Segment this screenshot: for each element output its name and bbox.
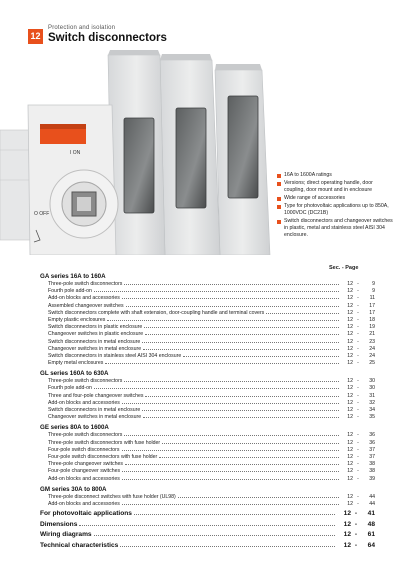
toc-entry-label: Dimensions (40, 520, 78, 528)
toc-row-label: Fourth pole add-on (48, 288, 92, 295)
toc-row-label: Four-pole switch disconnectors (48, 446, 120, 453)
toc-row[interactable] (40, 331, 375, 338)
toc-row[interactable] (40, 414, 375, 421)
dash-separator: - (354, 520, 358, 528)
dot-leader (145, 396, 339, 397)
toc-row[interactable] (40, 295, 375, 302)
toc-row-label: Switch disconnectors complete with shaft extension, door-coupling handle and terminal covers (48, 309, 265, 316)
toc-row[interactable] (40, 360, 375, 367)
toc-row[interactable] (40, 476, 375, 483)
dot-leader (266, 313, 339, 314)
toc-main-entry[interactable] (40, 530, 375, 541)
toc-row[interactable] (40, 501, 375, 508)
toc-row[interactable] (40, 310, 375, 317)
toc-row-page: 11 (369, 295, 375, 302)
toc-row[interactable] (40, 407, 375, 414)
toc-row[interactable] (40, 468, 375, 475)
toc-row-label: Changeover switches in plastic enclosure (48, 331, 144, 338)
toc-row-section: 12 (347, 446, 353, 453)
page-title: Switch disconnectors (48, 32, 167, 44)
toc-row-label: Add-on blocks and accessories (48, 500, 120, 507)
toc-entry-section: 12 (343, 510, 351, 517)
toc-row[interactable] (40, 353, 375, 360)
feature-item: Wide range of accessories (277, 195, 395, 202)
dash-separator: - (354, 541, 358, 549)
dash-separator: - (357, 352, 359, 359)
toc-row-label: Three-pole switch disconnectors (48, 432, 123, 439)
dash-separator: - (357, 316, 359, 323)
toc-row-section: 12 (347, 378, 353, 385)
dot-leader (107, 320, 339, 321)
toc-row-label: Changeover switches in metal enclosure (48, 414, 142, 421)
toc-main-entry[interactable] (40, 509, 375, 520)
section-number-badge: 12 (28, 29, 43, 44)
dot-leader (162, 443, 339, 444)
toc-row[interactable] (40, 303, 375, 310)
dot-leader (79, 525, 335, 526)
dot-leader (105, 363, 339, 364)
toc-row-section: 12 (347, 453, 353, 460)
toc-row[interactable] (40, 461, 375, 468)
toc-row-section: 12 (347, 331, 353, 338)
toc-row[interactable] (40, 346, 375, 353)
dot-leader (142, 410, 339, 411)
toc-section-title: GE series 80A to 1600A (40, 424, 109, 432)
dot-leader (124, 435, 339, 436)
dash-separator: - (357, 475, 359, 482)
page-column-label: Page (345, 265, 359, 271)
dot-leader (125, 464, 339, 465)
dash-separator: - (357, 407, 359, 413)
toc-row-label: Three-pole switch disconnectors (48, 281, 123, 287)
toc-row-page: 38 (369, 461, 375, 468)
dash-separator: - (357, 378, 359, 385)
toc-row-page: 19 (369, 324, 375, 331)
dash-separator: - (357, 432, 359, 439)
toc-row-page: 30 (369, 385, 375, 392)
toc-row-section: 12 (347, 324, 353, 331)
dash-separator: - (357, 453, 359, 460)
dot-leader (124, 381, 339, 382)
toc-row-label: Empty plastic enclosures (48, 316, 106, 323)
toc-row-label: Three-pole disconnect switches with fuse holder (UL98) (48, 493, 176, 500)
dot-leader (144, 327, 339, 328)
toc-row-label: Three and four-pole changeover switches (48, 392, 144, 399)
toc-row-page: 37 (369, 446, 375, 453)
toc-row[interactable] (40, 454, 375, 461)
toc-row-section: 12 (347, 345, 353, 352)
contact-window-2 (176, 108, 206, 208)
toc-row-page: 36 (369, 432, 375, 439)
toc-row-label: Empty metal enclosures (48, 360, 104, 367)
toc-row-page: 32 (369, 399, 375, 406)
toc-row-page: 35 (369, 414, 375, 421)
toc-row-section: 12 (347, 281, 353, 287)
toc-row-section: 12 (347, 439, 353, 446)
feature-item: 16A to 1600A ratings (277, 172, 395, 179)
toc-row-page: 24 (369, 345, 375, 352)
toc-row-label: Four-pole switch disconnectors with fuse holder (48, 453, 158, 460)
dot-leader (94, 388, 339, 389)
dot-leader (94, 535, 335, 536)
sec-column-label: Sec. (329, 265, 341, 271)
contact-window-3 (228, 96, 258, 198)
toc-row[interactable] (40, 447, 375, 454)
handle-lever (40, 128, 86, 144)
dot-leader (134, 514, 335, 515)
dash-separator: - (357, 302, 359, 309)
dot-leader (126, 306, 339, 307)
on-label: I ON (70, 150, 81, 156)
toc-row-label: Changeover switches in metal enclosure (48, 345, 142, 352)
toc-row-page: 39 (369, 475, 375, 482)
toc-row-page: 23 (369, 338, 375, 345)
toc-row-page: 31 (369, 392, 375, 399)
toc-entry-label: For photovoltaic applications (40, 510, 132, 517)
toc-row-section: 12 (347, 500, 353, 507)
toc-row[interactable] (40, 393, 375, 400)
toc-row-page: 34 (369, 407, 375, 413)
toc-row-label: Assembled changeover switches (48, 302, 124, 309)
toc-entry-page: 64 (367, 541, 375, 549)
dot-leader (122, 298, 339, 299)
toc-row[interactable] (40, 324, 375, 331)
toc-row-page: 44 (369, 493, 375, 500)
feature-item: Type for photovoltaic applications up to 850A, 1000VDC (DC21B) (277, 203, 395, 217)
dash-separator: - (354, 510, 358, 517)
dot-leader (124, 284, 339, 285)
toc-row-section: 12 (347, 302, 353, 309)
dash-separator: - (357, 392, 359, 399)
dot-leader (122, 504, 339, 505)
dash-separator: - (354, 531, 358, 538)
toc-row-label: Three-pole switch disconnectors (48, 378, 123, 385)
toc-row-label: Switch disconnectors in metal enclosure (48, 407, 141, 413)
toc-entry-section: 12 (343, 541, 351, 549)
dash-separator: - (357, 288, 359, 295)
toc-row[interactable] (40, 494, 375, 501)
dash-separator: - (357, 493, 359, 500)
feature-item: Switch disconnectors and changeover switches in plastic, metal and stainless steel AISI 304 enclosure. (277, 218, 395, 239)
contact-window-1 (124, 118, 154, 213)
toc-row-section: 12 (347, 360, 353, 367)
toc-row-section: 12 (347, 414, 353, 421)
toc-row-section: 12 (347, 295, 353, 302)
toc-row-label: Switch disconnectors in stainless steel AISI 304 enclosure (48, 352, 182, 359)
dash-separator: - (357, 399, 359, 406)
off-label: O OFF (34, 211, 50, 217)
toc-row[interactable] (40, 281, 375, 288)
toc-row-section: 12 (347, 338, 353, 345)
toc-row-label: Add-on blocks and accessories (48, 475, 120, 482)
toc-row[interactable] (40, 317, 375, 324)
toc-row[interactable] (40, 440, 375, 447)
toc-row-page: 17 (369, 302, 375, 309)
toc-row-section: 12 (347, 432, 353, 439)
toc-row-label: Three-pole switch disconnectors with fuse holder (48, 439, 161, 446)
toc-main-entry[interactable] (40, 541, 375, 552)
toc-row-page: 17 (369, 309, 375, 316)
toc-row-section: 12 (347, 385, 353, 392)
dot-leader (159, 457, 339, 458)
toc-entry-page: 48 (367, 520, 375, 528)
dash-separator: - (357, 468, 359, 475)
toc-entry-section: 12 (343, 531, 351, 538)
toc-row-page: 24 (369, 352, 375, 359)
dot-leader (178, 497, 339, 498)
toc-row-label: Three-pole changeover switches (48, 461, 123, 468)
toc-row-section: 12 (347, 461, 353, 468)
toc-row-section: 12 (347, 352, 353, 359)
dash-separator: - (357, 324, 359, 331)
toc-row-section: 12 (347, 316, 353, 323)
toc-entry-label: Wiring diagrams (40, 531, 92, 538)
dash-separator: - (357, 446, 359, 453)
dot-leader (94, 291, 339, 292)
dot-leader (120, 546, 335, 547)
dash-separator: - (341, 265, 344, 271)
toc-row-label: Switch disconnectors in metal enclosure (48, 338, 141, 345)
toc-row-section: 12 (347, 399, 353, 406)
dot-leader (183, 356, 339, 357)
dash-separator: - (357, 309, 359, 316)
dash-separator: - (357, 414, 359, 421)
product-photo (0, 50, 300, 255)
toc-row[interactable] (40, 339, 375, 346)
toc-row-page: 21 (369, 331, 375, 338)
toc-row[interactable] (40, 378, 375, 385)
section-supertitle: Protection and isolation (48, 25, 116, 31)
toc-row-page: 25 (369, 360, 375, 367)
toc-row-label: Fourth pole add-on (48, 385, 92, 392)
dot-leader (143, 417, 339, 418)
table-of-contents (40, 270, 375, 508)
dot-leader (142, 342, 339, 343)
feature-list (277, 172, 395, 240)
toc-row[interactable] (40, 385, 375, 392)
toc-row-section: 12 (347, 392, 353, 399)
dash-separator: - (357, 338, 359, 345)
dot-leader (145, 334, 339, 335)
dash-separator: - (357, 281, 359, 287)
toc-section-title: GL series 160A to 630A (40, 370, 109, 378)
toc-row-label: Switch disconnectors in plastic enclosure (48, 324, 143, 331)
dash-separator: - (357, 331, 359, 338)
toc-row-section: 12 (347, 493, 353, 500)
dot-leader (122, 403, 339, 404)
toc-row-page: 44 (369, 500, 375, 507)
toc-row-section: 12 (347, 288, 353, 295)
dash-separator: - (357, 439, 359, 446)
toc-section-title: GA series 16A to 160A (40, 273, 106, 280)
toc-row-section: 12 (347, 407, 353, 413)
main-entries (40, 509, 375, 551)
toc-row-label: Four-pole changeover switches (48, 468, 121, 475)
toc-row[interactable] (40, 288, 375, 295)
dash-separator: - (357, 385, 359, 392)
toc-row-label: Add-on blocks and accessories (48, 295, 120, 302)
dot-leader (143, 349, 339, 350)
toc-row[interactable] (40, 400, 375, 407)
dash-separator: - (357, 345, 359, 352)
dash-separator: - (357, 295, 359, 302)
toc-row-section: 12 (347, 475, 353, 482)
toc-main-entry[interactable] (40, 520, 375, 531)
toc-row-page: 9 (372, 288, 375, 295)
toc-entry-page: 61 (367, 531, 375, 538)
toc-row-page: 18 (369, 316, 375, 323)
toc-row-page: 36 (369, 439, 375, 446)
toc-entry-label: Technical characteristics (40, 541, 119, 549)
feature-item: Versions; direct operating handle, door coupling, door mount and in enclosure (277, 180, 395, 194)
toc-row-page: 30 (369, 378, 375, 385)
toc-section-title: GM series 30A to 800A (40, 485, 107, 493)
dot-leader (122, 479, 339, 480)
dash-separator: - (357, 500, 359, 507)
toc-entry-page: 41 (367, 510, 375, 517)
toc-row-section: 12 (347, 468, 353, 475)
toc-row-page: 37 (369, 453, 375, 460)
dot-leader (122, 450, 339, 451)
toc-row-page: 9 (372, 281, 375, 287)
dash-separator: - (357, 461, 359, 468)
toc-entry-section: 12 (343, 520, 351, 528)
toc-row-page: 38 (369, 468, 375, 475)
toc-row-label: Add-on blocks and accessories (48, 399, 120, 406)
dot-leader (122, 471, 339, 472)
toc-row[interactable] (40, 432, 375, 439)
dash-separator: - (357, 360, 359, 367)
toc-row-section: 12 (347, 309, 353, 316)
